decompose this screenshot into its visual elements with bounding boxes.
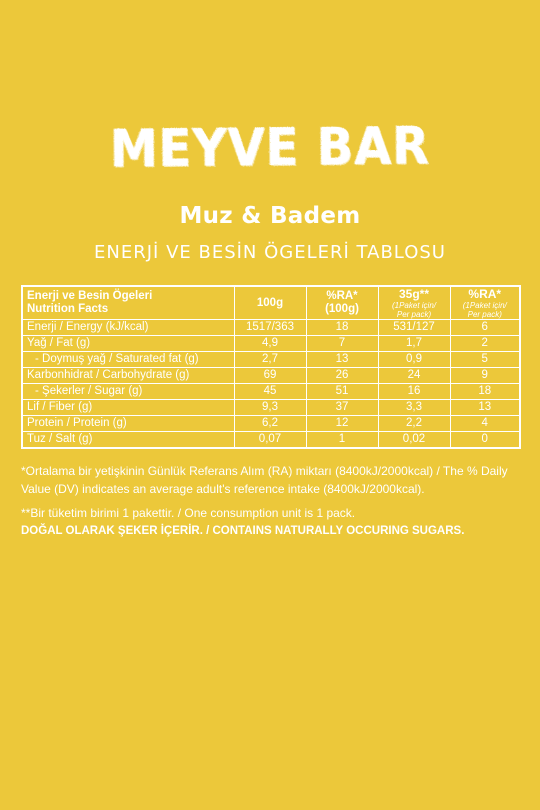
table-row: [22, 384, 520, 400]
cell-ra-100g: 13: [306, 352, 378, 368]
cell-ra-pack: 18: [450, 384, 520, 400]
cell-per-100g: 0,07: [234, 432, 306, 449]
row-label: Tuz / Salt (g): [22, 432, 234, 449]
header-ra-pack-label: %RA*: [468, 286, 502, 301]
cell-per-pack: 24: [378, 368, 450, 384]
cell-ra-pack: 2: [450, 336, 520, 352]
cell-per-100g: 4,9: [234, 336, 306, 352]
header-pack-sub2: Per pack): [396, 309, 432, 319]
header-ra-pack: [450, 286, 520, 320]
cell-ra-pack: 5: [450, 352, 520, 368]
cell-per-pack: 2,2: [378, 416, 450, 432]
cell-per-pack: 3,3: [378, 400, 450, 416]
table-row: [22, 368, 520, 384]
cell-per-100g: 6,2: [234, 416, 306, 432]
cell-per-pack: 531/127: [378, 320, 450, 336]
cell-ra-100g: 1: [306, 432, 378, 449]
cell-per-100g: 69: [234, 368, 306, 384]
header-nutrients: [22, 286, 234, 320]
cell-ra-pack: 6: [450, 320, 520, 336]
cell-per-100g: 9,3: [234, 400, 306, 416]
table-row: [22, 336, 520, 352]
cell-per-100g: 1517/363: [234, 320, 306, 336]
header-per-100g: 100g: [234, 286, 306, 320]
cell-ra-pack: 9: [450, 368, 520, 384]
row-label: Karbonhidrat / Carbohydrate (g): [22, 368, 234, 384]
brand-title: MEYVE BAR: [109, 116, 431, 180]
ra-footnote: *Ortalama bir yetişkinin Günlük Referans Alım (RA) miktarı (8400kJ/2000kcal) / The % Daily Value (DV) indicates an average adult's reference intake (8400kJ/2000kcal).: [21, 464, 508, 496]
row-label: - Şekerler / Sugar (g): [22, 384, 234, 400]
header-pack-sub1: (1Paket için/: [391, 300, 437, 310]
cell-per-pack: 16: [378, 384, 450, 400]
cell-ra-pack: 13: [450, 400, 520, 416]
cell-ra-pack: 0: [450, 432, 520, 449]
cell-ra-100g: 7: [306, 336, 378, 352]
cell-ra-100g: 26: [306, 368, 378, 384]
table-row: [22, 416, 520, 432]
row-label: Lif / Fiber (g): [22, 400, 234, 416]
cell-per-pack: 0,9: [378, 352, 450, 368]
nutrition-table: [21, 285, 521, 449]
product-name: Muz & Badem: [179, 203, 361, 229]
cell-ra-pack: 4: [450, 416, 520, 432]
header-nutrients-tr: Enerji ve Besin Ögeleri: [27, 290, 153, 302]
header-ra-label: %RA*: [326, 290, 358, 302]
header-ra-100g: [306, 286, 378, 320]
header-nutrients-en: Nutrition Facts: [27, 303, 109, 315]
header-ra-sub: (100g): [325, 303, 359, 315]
row-label: Enerji / Energy (kJ/kcal): [22, 320, 234, 336]
header-ra-pack-sub1: (1Paket için/: [462, 300, 507, 310]
cell-ra-100g: 51: [306, 384, 378, 400]
table-row: [22, 400, 520, 416]
header-pack-weight: 35g**: [398, 286, 430, 301]
pack-footnote: **Bir tüketim birimi 1 pakettir. / One consumption unit is 1 pack.: [21, 506, 356, 520]
table-row: [22, 352, 520, 368]
cell-ra-100g: 18: [306, 320, 378, 336]
table-row: [22, 320, 520, 336]
footnotes: [21, 462, 521, 528]
header-per-pack: [378, 286, 450, 320]
cell-ra-100g: 12: [306, 416, 378, 432]
table-header-row: [22, 286, 520, 320]
cell-per-100g: 45: [234, 384, 306, 400]
cell-per-pack: 0,02: [378, 432, 450, 449]
cell-ra-100g: 37: [306, 400, 378, 416]
sugar-claim: DOĞAL OLARAK ŞEKER İÇERİR. / CONTAINS NATURALLY OCCURING SUGARS.: [21, 525, 465, 537]
row-label: Yağ / Fat (g): [22, 336, 234, 352]
row-label: - Doymuş yağ / Saturated fat (g): [22, 352, 234, 368]
header-ra-pack-sub2: Per pack): [467, 309, 502, 319]
cell-per-pack: 1,7: [378, 336, 450, 352]
row-label: Protein / Protein (g): [22, 416, 234, 432]
table-row: [22, 432, 520, 449]
cell-per-100g: 2,7: [234, 352, 306, 368]
table-heading: ENERJİ VE BESİN ÖGELERİ TABLOSU: [94, 242, 446, 263]
